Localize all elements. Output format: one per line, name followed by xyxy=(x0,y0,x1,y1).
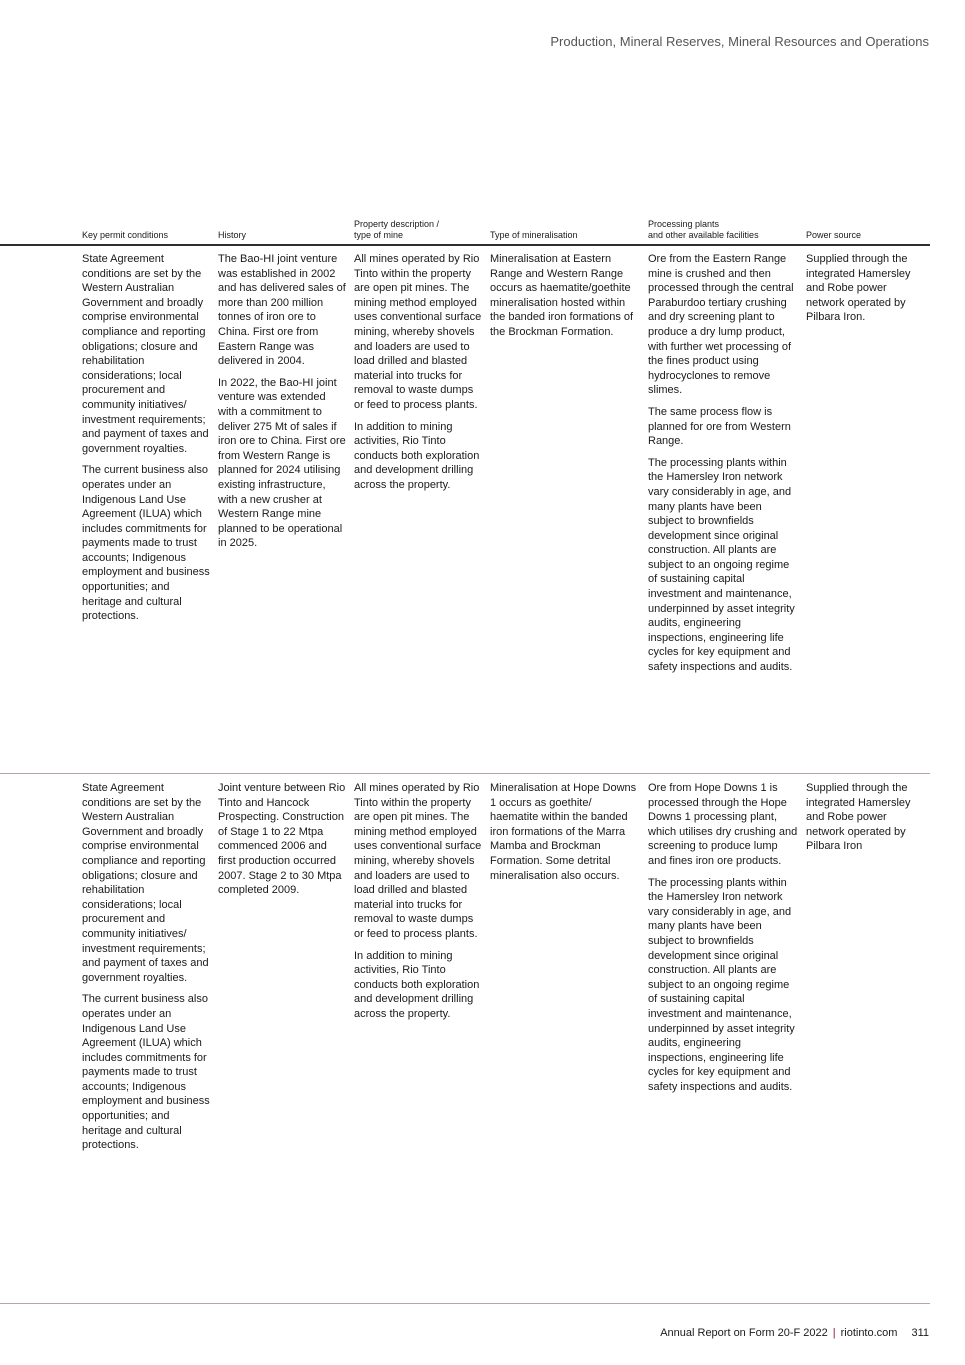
section-title: Production, Mineral Reserves, Mineral Resources and Operations xyxy=(550,34,929,49)
row2-property-p1: All mines operated by Rio Tinto within the property are open pit mines. The mining method employed uses conventional surface mining, whereby shovels and loaders are used to load drilled and blasted material into trucks for removal to waste dumps or feed to process plants. xyxy=(354,782,482,940)
col-header-processing-line1: Processing plants xyxy=(648,219,720,229)
col-header-processing-line2: and other available facilities xyxy=(648,230,759,240)
row2-history-p1: Joint venture between Rio Tinto and Hancock Prospecting. Construction of Stage 1 to 22 Mtpa commenced 2006 and first production occurred 2007. Stage 2 to 30 Mtpa completed 2009. xyxy=(218,782,346,897)
col-header-property-line2: type of mine xyxy=(354,230,404,240)
row2-key-permit-p2: The current business also operates under an Indigenous Land Use Agreement (ILUA) which includes commitments for payments made to trust accounts; Indigenous employment and business opportunities; and heritage and cultural protections. xyxy=(82,993,210,1152)
col-header-history: History xyxy=(218,230,247,240)
row1-property xyxy=(354,252,482,500)
row1-processing-p2: The same process flow is planned for ore from Western Range. xyxy=(648,405,791,448)
row2-mineralisation-p1: Mineralisation at Hope Downs 1 occurs as goethite/ haematite within the banded iron formations of the Marra Mamba and Brockman Formation. Some detrital mineralisation also occurs. xyxy=(490,782,637,882)
row2-key-permit-p1: State Agreement conditions are set by the Western Australian Government and broadly comprise environmental compliance and reporting obligations; closure and rehabilitation considerations; local procurement and community initiatives/ investment requirements; and payment of taxes and government royalties. xyxy=(82,782,209,984)
footer xyxy=(660,1327,929,1339)
col-header-power: Power source xyxy=(806,230,862,240)
row2-processing-p1: Ore from Hope Downs 1 is processed through the Hope Downs 1 processing plant, which utilises dry crushing and screening to produce lump and fines iron ore products. xyxy=(648,782,798,867)
row1-history xyxy=(218,252,346,558)
col-header-key-permit: Key permit conditions xyxy=(82,230,169,240)
row1-key-permit-p2: The current business also operates under an Indigenous Land Use Agreement (ILUA) which includes commitments for payments made to trust accounts; Indigenous employment and business opportunities; and heritage and cultural protections. xyxy=(82,464,210,623)
row1-key-permit-p1: State Agreement conditions are set by the Western Australian Government and broadly comprise environmental compliance and reporting obligations; closure and rehabilitation considerations; local procurement and community initiatives/ investment requirements; and payment of taxes and government royalties. xyxy=(82,253,209,455)
header-rule xyxy=(0,244,930,246)
table-header xyxy=(82,216,930,244)
col-header-processing xyxy=(648,219,798,241)
row1-property-p1: All mines operated by Rio Tinto within the property are open pit mines. The mining method employed uses conventional surface mining, whereby shovels and loaders are used to load drilled and blasted material into trucks for removal to waste dumps or feed to process plants. xyxy=(354,253,482,411)
row1-processing-p3: The processing plants within the Hamersley Iron network vary considerably in age, and many plants have been subject to brownfields development since original construction. All plants are subject to an ongoing regime of sustaining capital investment and maintenance, underpinned by asset integrity audits, engineering inspections, engineering life cycles for key equipment and safety inspections and audits. xyxy=(648,456,795,674)
row2-key-permit xyxy=(82,781,212,1160)
footer-site-link[interactable]: riotinto.com xyxy=(840,1327,898,1339)
col-header-mineralisation: Type of mineralisation xyxy=(490,230,578,240)
row1-history-p2: In 2022, the Bao-HI joint venture was extended with a commitment to deliver 275 Mt of sales if iron ore to China. First ore from Western Range is planned for 2024 utilising existing infrastructure, with a new crusher at Western Range mine planned to be operational in 2025. xyxy=(218,376,346,550)
row-divider xyxy=(0,773,930,774)
col-header-property xyxy=(354,219,484,241)
col-header-property-line1: Property description / xyxy=(354,219,440,229)
footer-report-title: Annual Report on Form 20-F 2022 xyxy=(660,1327,828,1339)
row2-processing-p2: The processing plants within the Hamersley Iron network vary considerably in age, and many plants have been subject to brownfields development since original construction. All plants are subject to an ongoing regime of sustaining capital investment and maintenance, underpinned by asset integrity audits, engineering inspections, engineering life cycles for key equipment and safety inspections and audits. xyxy=(648,876,795,1093)
row1-key-permit xyxy=(82,252,212,631)
row1-property-p2: In addition to mining activities, Rio Tinto conducts both exploration and development drilling across the property. xyxy=(354,420,480,491)
row1-processing xyxy=(648,252,798,682)
row1-history-p1: The Bao-HI joint venture was established in 2002 and has delivered sales of more than 200 million tonnes of iron ore to China. First ore from Eastern Range was delivered in 2004. xyxy=(218,253,346,368)
row2-property xyxy=(354,781,482,1029)
row1-processing-p1: Ore from the Eastern Range mine is crushed and then processed through the central Paraburdoo tertiary crushing and dry screening plant to produce a dry lump product, with further wet processing of the fines product using hydrocyclones to remove slimes. xyxy=(648,253,794,397)
page-number: 311 xyxy=(911,1327,929,1339)
row2-history xyxy=(218,781,346,905)
row2-power xyxy=(806,781,926,861)
footer-rule xyxy=(0,1303,930,1304)
row1-power-p1: Supplied through the integrated Hamersley and Robe power network operated by Pilbara Iron. xyxy=(806,253,911,324)
footer-separator: | xyxy=(832,1327,836,1339)
row2-mineralisation xyxy=(490,781,640,890)
row2-property-p2: In addition to mining activities, Rio Tinto conducts both exploration and development drilling across the property. xyxy=(354,949,480,1020)
row2-processing xyxy=(648,781,798,1101)
row1-mineralisation xyxy=(490,252,640,347)
row1-mineralisation-p1: Mineralisation at Eastern Range and Western Range occurs as haematite/goethite mineralisation hosted within the banded iron formations of the Brockman Formation. xyxy=(490,253,634,338)
row2-power-p1: Supplied through the integrated Hamersley and Robe power network operated by Pilbara Iron xyxy=(806,782,911,853)
row1-power xyxy=(806,252,926,332)
